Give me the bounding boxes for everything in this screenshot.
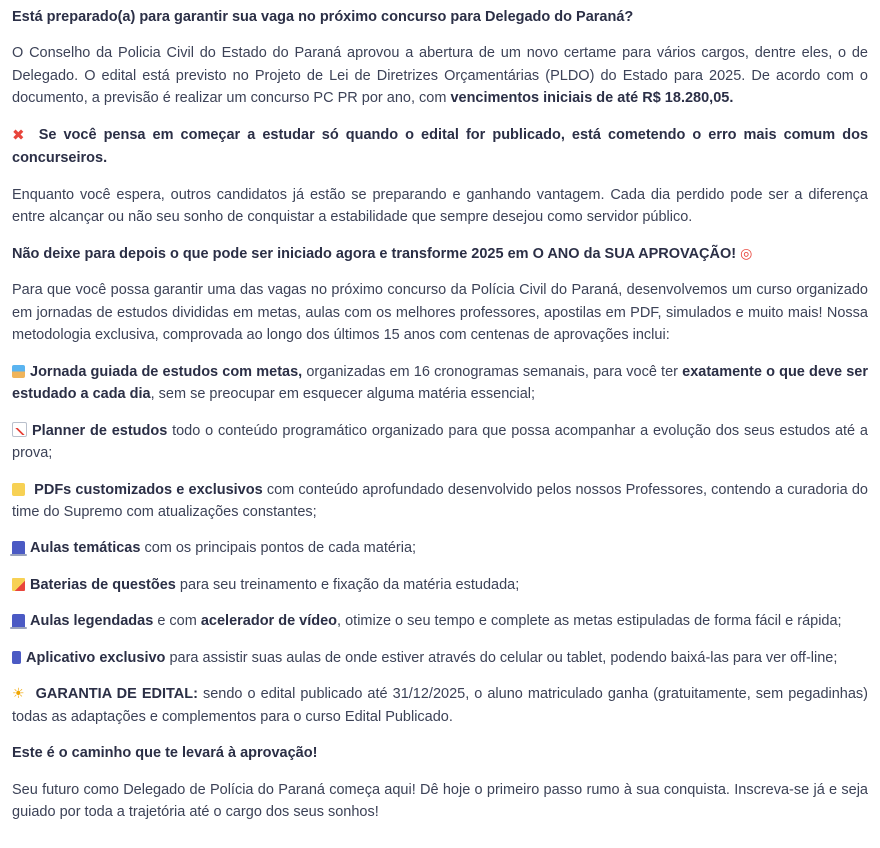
target-icon: ◎ bbox=[740, 245, 753, 262]
feature-item-garantia bbox=[12, 683, 868, 728]
intro-text-part-1: O Conselho da Policia Civil do Estado do Paraná aprovou a abertura de um novo certame para vários cargos, dentre eles, o de Delegado. O edital está previsto no Projeto de Lei de Diretrizes Orçamentárias (PLDO) do Estado para 2025. De acordo com o documento, a previsão é realizar um concurso PC PR por ano, com bbox=[12, 45, 868, 107]
call-to-action-line bbox=[12, 243, 868, 266]
feature-bold-mid: acelerador de vídeo bbox=[200, 613, 338, 630]
feature-item-planner bbox=[12, 420, 868, 465]
feature-lead: Jornada guiada de estudos com metas, bbox=[30, 363, 303, 380]
mobile-phone-icon bbox=[12, 651, 21, 664]
feature-mid: para seu treinamento e fixação da matéria estudada; bbox=[175, 576, 520, 593]
salary-highlight: vencimentos iniciais de até bbox=[450, 90, 639, 107]
feature-item-aulas-legendadas bbox=[12, 610, 868, 632]
page-icon bbox=[12, 483, 25, 496]
cross-mark-icon: ✖ bbox=[12, 125, 25, 144]
feature-mid: organizadas em 16 cronogramas semanais, para você ter bbox=[302, 363, 683, 380]
feature-end: , sem se preocupar em esquecer alguma matéria essencial; bbox=[150, 386, 536, 403]
feature-mid: com conteúdo aprofundado desenvolvido pelos nossos Professores, contendo a curadoria do time do Supremo com atualizações constantes; bbox=[12, 481, 868, 520]
feature-end: , otimize o seu tempo e complete as metas estipuladas de forma fácil e rápida; bbox=[337, 613, 842, 630]
books-icon bbox=[12, 365, 25, 378]
feature-mid: e com bbox=[153, 613, 201, 630]
warning-text: Se você pensa em começar a estudar só quando o edital for publicado, está cometendo o erro mais comum dos concurseiros. bbox=[12, 126, 869, 167]
feature-item-questoes bbox=[12, 574, 868, 596]
call-to-action-text: Não deixe para depois o que pode ser iniciado agora e transforme 2025 em O ANO da SUA APROVAÇÃO! bbox=[12, 245, 737, 262]
chart-increasing-icon bbox=[12, 422, 27, 437]
salary-value: R$ 18.280,05. bbox=[638, 90, 734, 107]
methodology-paragraph: Para que você possa garantir uma das vagas no próximo concurso da Polícia Civil do Paraná, desenvolvemos um curso organizado em jornadas de estudos divididas em metas, aulas com os melhores professores, apostilas em PDF, simulados e muito mais! Nossa metodologia exclusiva, comprovada ao longo dos últimos 15 anos com centenas de aprovações inclui: bbox=[12, 282, 868, 344]
feature-lead: GARANTIA DE EDITAL: bbox=[35, 686, 198, 703]
pencil-icon bbox=[12, 578, 25, 591]
feature-mid: para assistir suas aulas de onde estiver através do celular ou tablet, podendo baixá-las para ver off-line; bbox=[165, 649, 838, 666]
feature-lead: Aulas legendadas bbox=[30, 613, 154, 630]
closing-title: Este é o caminho que te levará à aprovação! bbox=[12, 745, 318, 762]
feature-item-aulas-tematicas bbox=[12, 537, 868, 559]
intro-paragraph bbox=[12, 42, 868, 109]
feature-mid: sendo o edital publicado até 31/12/2025, o aluno matriculado ganha (gratuitamente, sem pegadinhas) todas as adaptações e complementos para o curso Edital Publicado. bbox=[12, 686, 869, 725]
page-title: Está preparado(a) para garantir sua vaga no próximo concurso para Delegado do Paraná? bbox=[12, 9, 634, 25]
feature-lead: Aplicativo exclusivo bbox=[26, 649, 166, 666]
laptop-icon bbox=[12, 541, 25, 554]
sparkle-icon: ☀ bbox=[12, 686, 26, 703]
feature-item-jornada bbox=[12, 361, 868, 406]
feature-bold-mid: exatamente o que deve ser estudado a cada dia bbox=[12, 363, 868, 403]
urgency-paragraph: Enquanto você espera, outros candidatos já estão se preparando e ganhando vantagem. Cada dia perdido pode ser a diferença entre alcançar ou não seu sonho de conquistar a estabilidade que sempre desejou como servidor público. bbox=[12, 186, 868, 226]
laptop-icon bbox=[12, 614, 25, 627]
feature-lead: PDFs customizados e exclusivos bbox=[34, 481, 263, 498]
feature-item-pdfs bbox=[12, 479, 868, 524]
feature-lead: Planner de estudos bbox=[32, 422, 168, 439]
feature-mid: com os principais pontos de cada matéria; bbox=[140, 540, 417, 557]
feature-lead: Baterias de questões bbox=[30, 576, 176, 593]
feature-item-aplicativo bbox=[12, 647, 868, 669]
feature-mid: todo o conteúdo programático organizado para que possa acompanhar a evolução dos seus estudos até a prova; bbox=[12, 422, 868, 462]
closing-paragraph: Seu futuro como Delegado de Polícia do Paraná começa aqui! Dê hoje o primeiro passo rumo à sua conquista. Inscreva-se já e seja guiado por toda a trajetória até o cargo dos seus sonhos! bbox=[12, 781, 868, 821]
warning-line bbox=[12, 124, 868, 170]
feature-lead: Aulas temáticas bbox=[30, 540, 141, 557]
